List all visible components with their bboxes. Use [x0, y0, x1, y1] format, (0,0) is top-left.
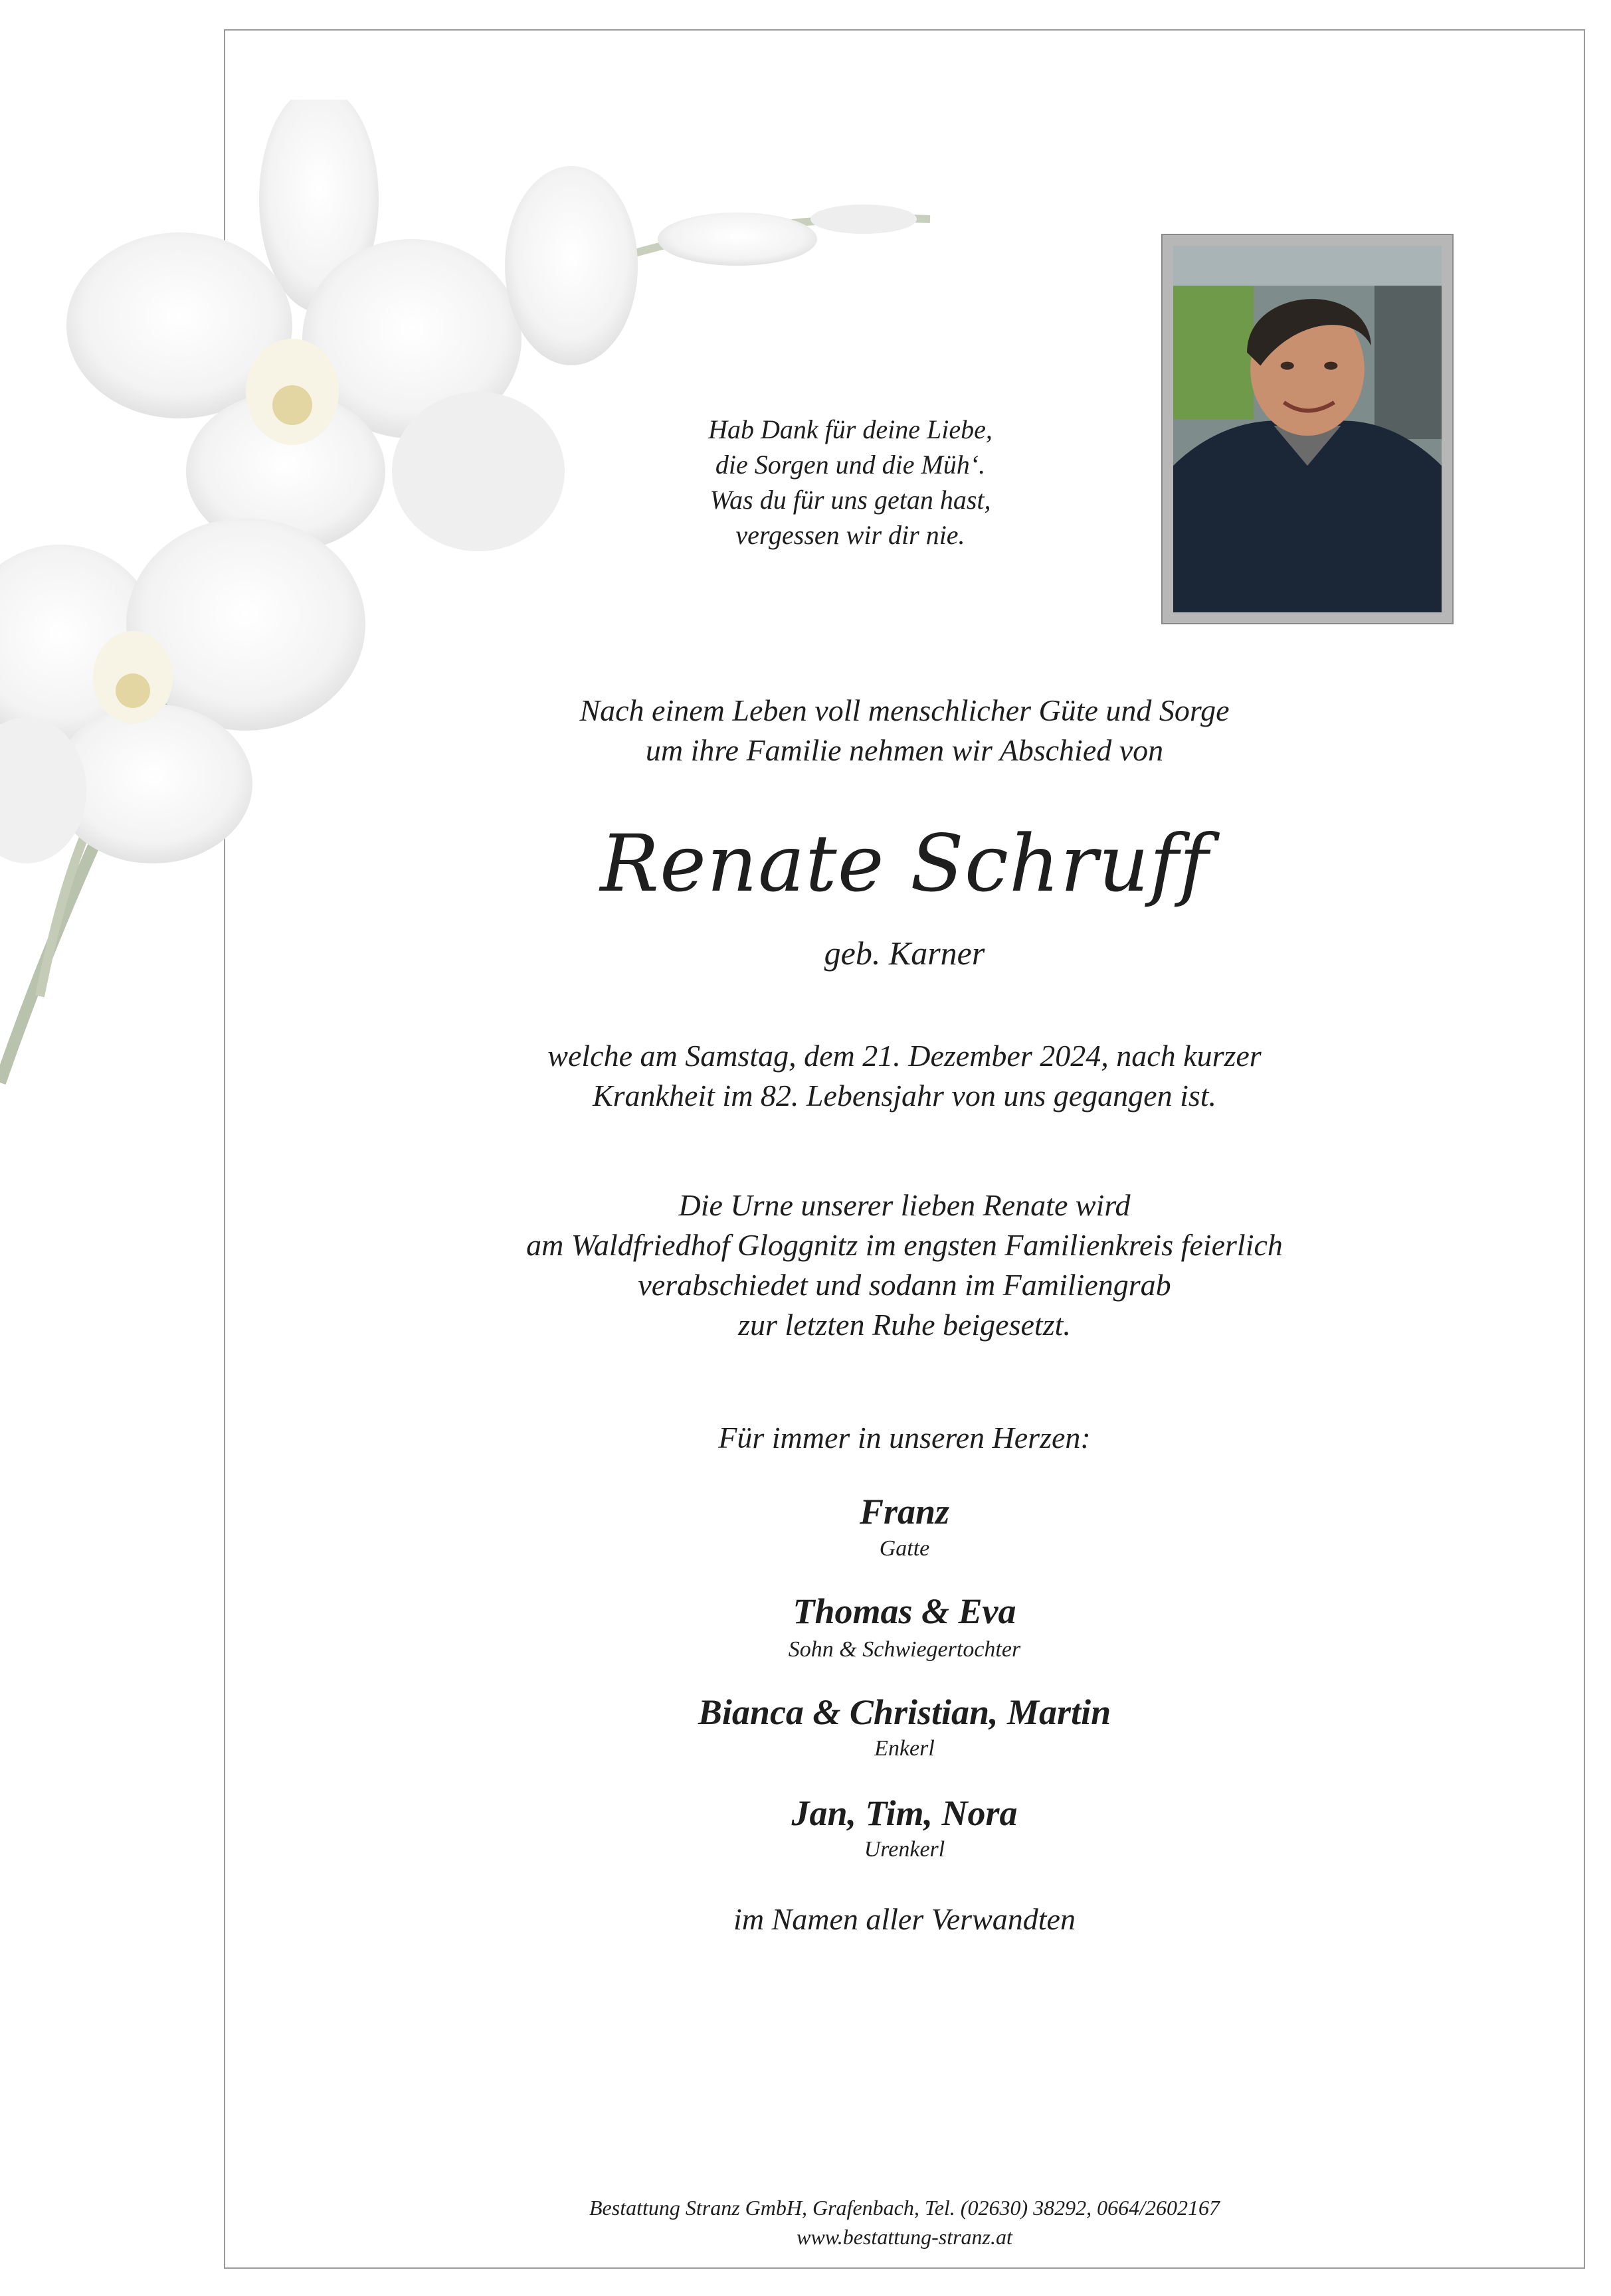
poem-line: Was du für uns getan hast, [710, 485, 991, 515]
urn-notice-line: am Waldfriedhof Gloggnitz im engsten Familienkreis feierlich [526, 1228, 1283, 1262]
portrait-frame [1161, 234, 1454, 624]
poem-line: die Sorgen und die Müh‘. [715, 450, 986, 480]
urn-notice [224, 1186, 1585, 1345]
family-member-role: Sohn & Schwiegertochter [788, 1637, 1021, 1662]
family-member-name: Jan, Tim, Nora [791, 1793, 1018, 1833]
death-notice [224, 1036, 1585, 1116]
funeral-home-website: www.bestattung-stranz.at [797, 2225, 1012, 2249]
intro-line: Nach einem Leben voll menschlicher Güte und Sorge [579, 693, 1230, 727]
death-notice-line: Krankheit im 82. Lebensjahr von uns gegangen ist. [592, 1079, 1217, 1112]
urn-notice-line: verabschiedet und sodann im Familiengrab [638, 1268, 1171, 1302]
forever-heading: Für immer in unseren Herzen: [718, 1421, 1091, 1455]
maiden-name: geb. Karner [824, 934, 985, 972]
deceased-name: Renate Schruff [600, 818, 1209, 909]
footer [224, 2193, 1585, 2252]
family-member-name: Franz [859, 1492, 950, 1532]
family-member-role: Gatte [879, 1536, 930, 1561]
family-member-role: Enkerl [874, 1736, 935, 1761]
poem-line: Hab Dank für deine Liebe, [708, 414, 993, 444]
family-member-name: Thomas & Eva [793, 1591, 1016, 1631]
death-notice-line: welche am Samstag, dem 21. Dezember 2024, nach kurzer [547, 1039, 1262, 1073]
relatives-text: im Namen aller Verwandten [733, 1902, 1076, 1936]
urn-notice-line: Die Urne unserer lieben Renate wird [678, 1188, 1131, 1222]
family-member-name: Bianca & Christian, Martin [698, 1692, 1111, 1732]
family-member-role: Urenkerl [864, 1837, 945, 1862]
intro-line: um ihre Familie nehmen wir Abschied von [645, 733, 1164, 767]
intro-text [224, 691, 1585, 770]
poem-line: vergessen wir dir nie. [735, 520, 965, 550]
portrait-photo [1173, 246, 1442, 612]
urn-notice-line: zur letzten Ruhe beigesetzt. [738, 1308, 1071, 1342]
memorial-poem [598, 412, 1103, 553]
funeral-home-contact: Bestattung Stranz GmbH, Grafenbach, Tel. (02630) 38292, 0664/2602167 [589, 2196, 1220, 2220]
